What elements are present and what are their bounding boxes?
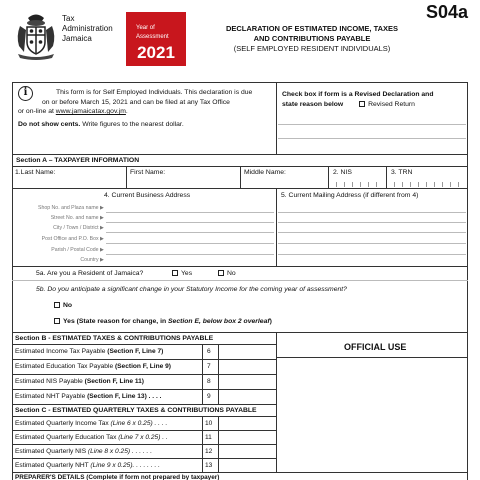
quarterly-nht-input[interactable] bbox=[219, 459, 275, 472]
estimated-income-tax-input[interactable] bbox=[219, 345, 275, 359]
section-c-row: Estimated Quarterly Education Tax (Line 7 x 0.25) . . bbox=[15, 434, 168, 441]
mailing-address-label: 5. Current Mailing Address (if different from 4) bbox=[281, 192, 419, 199]
section-c-row: Estimated Quarterly Income Tax (Line 6 x 0.25) . . . . bbox=[15, 420, 168, 427]
section-b-row: Estimated NIS Payable (Section F, Line 11) bbox=[15, 378, 144, 385]
address-field-label: City / Town / District ▶ bbox=[53, 225, 104, 231]
assessment-year: 2021 bbox=[137, 43, 175, 62]
form-title: DECLARATION OF ESTIMATED INCOME, TAXES AND CONTRIBUTIONS PAYABLE (SELF EMPLOYED RESIDENT INDIVIDUALS) bbox=[225, 24, 399, 53]
address-field-label: Post Office and P.O. Box ▶ bbox=[41, 236, 104, 242]
preparer-details-title: PREPARER'S DETAILS (Complete if form not prepared by taxpayer) bbox=[15, 474, 220, 480]
section-b-row: Estimated Income Tax Payable (Section F, Line 7) bbox=[15, 348, 164, 355]
coat-of-arms-logo bbox=[14, 12, 58, 60]
line-number: 11 bbox=[205, 434, 212, 441]
section-a-title: Section A – TAXPAYER INFORMATION bbox=[16, 157, 140, 164]
official-use-heading: OFFICIAL USE bbox=[344, 342, 407, 352]
info-icon: i bbox=[18, 86, 33, 101]
section-b-title: Section B - ESTIMATED TAXES & CONTRIBUTIONS PAYABLE bbox=[15, 335, 214, 342]
nis-label: 2. NIS bbox=[333, 169, 352, 176]
business-address-label: 4. Current Business Address bbox=[104, 192, 191, 199]
year-of-assessment-badge: Year of Assessment 2021 bbox=[126, 12, 186, 66]
section-c-title: Section C - ESTIMATED QUARTERLY TAXES & CONTRIBUTIONS PAYABLE bbox=[15, 407, 257, 414]
line-number: 10 bbox=[205, 420, 213, 427]
resident-yes-checkbox[interactable] bbox=[172, 270, 178, 276]
estimated-nht-input[interactable] bbox=[219, 390, 275, 404]
resident-question: 5a. Are you a Resident of Jamaica? bbox=[36, 270, 144, 277]
address-field-label: Shop No. and Plaza name ▶ bbox=[38, 205, 104, 211]
change-no-option[interactable]: No bbox=[54, 302, 72, 309]
resident-no-checkbox[interactable] bbox=[218, 270, 224, 276]
change-no-checkbox[interactable] bbox=[54, 302, 60, 308]
website-link[interactable]: www.jamaicatax.gov.jm bbox=[55, 108, 126, 115]
address-field-label: Street No. and name ▶ bbox=[50, 215, 104, 221]
line-number: 12 bbox=[205, 448, 213, 455]
change-yes-checkbox[interactable] bbox=[54, 318, 60, 324]
change-yes-option[interactable]: Yes (State reason for change, in Section E, below box 2 overleaf) bbox=[54, 318, 272, 325]
address-field-label: Country ▶ bbox=[80, 257, 104, 263]
line-number: 13 bbox=[205, 462, 213, 469]
quarterly-education-tax-input[interactable] bbox=[219, 431, 275, 444]
line-number: 8 bbox=[207, 378, 211, 385]
section-b-row: Estimated NHT Payable (Section F, Line 13) . . . . bbox=[15, 393, 162, 400]
agency-name: Tax Administration Jamaica bbox=[62, 14, 113, 43]
revised-declaration-box: Check box if form is a Revised Declaration and state reason below Revised Return bbox=[282, 91, 434, 108]
line-number: 9 bbox=[207, 393, 211, 400]
income-change-question: 5b. Do you anticipate a significant change in your Statutory Income for the coming year of assessment? bbox=[36, 286, 347, 293]
estimated-education-tax-input[interactable] bbox=[219, 360, 275, 374]
quarterly-income-tax-input[interactable] bbox=[219, 417, 275, 430]
resident-yes-option[interactable]: Yes bbox=[172, 270, 192, 277]
quarterly-nis-input[interactable] bbox=[219, 445, 275, 458]
info-notice: This form is for Self Employed Individuals. This declaration is due on or before March 15, 2021 and can be filed at any Tax Office or on-line at www.jamaicatax.gov.jm. Do not show cents. Write figures to the nearest dollar. bbox=[18, 89, 253, 128]
section-c-row: Estimated Quarterly NHT (Line 9 x 0.25). . . . . . . . bbox=[15, 462, 161, 469]
last-name-label: 1.Last Name: bbox=[15, 169, 56, 176]
trn-label: 3. TRN bbox=[391, 169, 413, 176]
revised-return-checkbox[interactable] bbox=[359, 101, 365, 107]
middle-name-label: Middle Name: bbox=[244, 169, 286, 176]
form-code: S04a bbox=[425, 2, 468, 22]
line-number: 7 bbox=[207, 363, 211, 370]
section-b-row: Estimated Education Tax Payable (Section F, Line 9) bbox=[15, 363, 172, 370]
resident-no-option[interactable]: No bbox=[218, 270, 236, 277]
first-name-label: First Name: bbox=[130, 169, 166, 176]
section-c-row: Estimated Quarterly NIS (Line 8 x 0.25) . . . . . . bbox=[15, 448, 153, 455]
estimated-nis-input[interactable] bbox=[219, 375, 275, 389]
address-field-label: Parish / Postal Code ▶ bbox=[51, 247, 104, 253]
line-number: 6 bbox=[207, 348, 211, 355]
